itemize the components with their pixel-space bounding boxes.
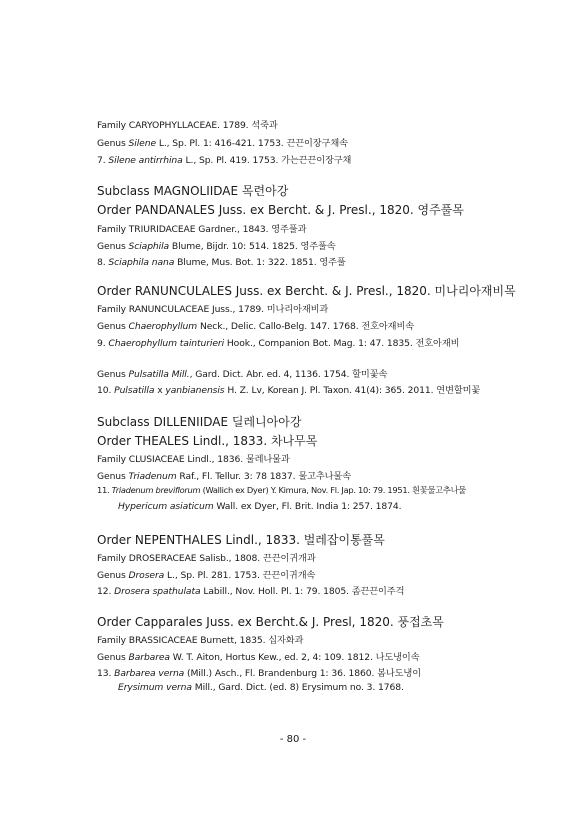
- species-10: 10. Pulsatilla x yanbianensis H. Z. Lv, Korean J. Pl. Taxon. 41(4): 365. 2011. 연변할미꽃: [97, 385, 481, 396]
- species-12: 12. Drosera spathulata Labill., Nov. Holl. Pl. 1: 79. 1805. 좀끈끈이주걱: [97, 586, 405, 597]
- family-ranunculaceae: Family RANUNCULACEAE Juss., 1789. 미나리아재비과: [97, 304, 329, 315]
- genus-pulsatilla: Genus Pulsatilla Mill., Gard. Dict. Abr. ed. 4, 1136. 1754. 할미꽃속: [97, 369, 388, 380]
- synonym-hypericum-asiaticum: Hypericum asiaticum Wall. ex Dyer, Fl. Brit. India 1: 257. 1874.: [118, 501, 402, 512]
- order-ranunculales: Order RANUNCULALES Juss. ex Bercht. & J. Presl., 1820. 미나리아재비목: [97, 284, 516, 298]
- species-13: 13. Barbarea verna (Mill.) Asch., Fl. Brandenburg 1: 36. 1860. 봄나도냉이: [97, 668, 421, 679]
- family-clusiaceae: Family CLUSIACEAE Lindl., 1836. 물레나물과: [97, 454, 290, 465]
- page-number: - 80 -: [279, 734, 307, 745]
- genus-triadenum: Genus Triadenum Raf., Fl. Tellur. 3: 78 1837. 물고추나물속: [97, 471, 351, 482]
- subclass-magnoliidae: Subclass MAGNOLIIDAE 목련아강: [97, 184, 289, 198]
- order-nepenthales: Order NEPENTHALES Lindl., 1833. 벌레잡이통풀목: [97, 533, 385, 547]
- genus-drosera: Genus Drosera L., Sp. Pl. 281. 1753. 끈끈이귀개속: [97, 570, 316, 581]
- genus-barbarea: Genus Barbarea W. T. Aiton, Hortus Kew., ed. 2, 4: 109. 1812. 나도냉이속: [97, 652, 420, 663]
- species-11: 11. Triadenum breviflorum (Wallich ex Dyer) Y. Kimura, Nov. Fl. Jap. 10: 79. 1951. 흰꽃물고추나물: [97, 485, 467, 495]
- order-theales: Order THEALES Lindl., 1833. 차나무목: [97, 434, 318, 448]
- family-brassicaceae: Family BRASSICACEAE Burnett, 1835. 십자화과: [97, 635, 304, 646]
- family-caryophyllaceae: Family CARYOPHYLLACEAE. 1789. 석죽과: [97, 120, 278, 131]
- subclass-dilleniidae: Subclass DILLENIIDAE 딜레니아아강: [97, 415, 302, 429]
- family-droseraceae: Family DROSERACEAE Salisb., 1808. 끈끈이귀개과: [97, 553, 316, 564]
- genus-silene: Genus Silene L., Sp. Pl. 1: 416-421. 1753. 끈끈이장구채속: [97, 138, 348, 149]
- species-9: 9. Chaerophyllum tainturieri Hook., Companion Bot. Mag. 1: 47. 1835. 전호아재비: [97, 338, 460, 349]
- order-capparales: Order Capparales Juss. ex Bercht.& J. Presl, 1820. 풍접초목: [97, 615, 444, 629]
- species-7: 7. Silene antirrhina L., Sp. Pl. 419. 1753. 가는끈끈이장구채: [97, 155, 352, 166]
- family-triuridaceae: Family TRIURIDACEAE Gardner., 1843. 영주풀과: [97, 224, 307, 235]
- species-8: 8. Sciaphila nana Blume, Mus. Bot. 1: 322. 1851. 영주풀: [97, 257, 346, 268]
- genus-sciaphila: Genus Sciaphila Blume, Bijdr. 10: 514. 1825. 영주풀속: [97, 241, 336, 252]
- synonym-erysimum-verna: Erysimum verna Mill., Gard. Dict. (ed. 8) Erysimum no. 3. 1768.: [118, 682, 404, 693]
- order-pandanales: Order PANDANALES Juss. ex Bercht. & J. Presl., 1820. 영주풀목: [97, 203, 464, 217]
- genus-chaerophyllum: Genus Chaerophyllum Neck., Delic. Callo-Belg. 147. 1768. 전호아재비속: [97, 321, 414, 332]
